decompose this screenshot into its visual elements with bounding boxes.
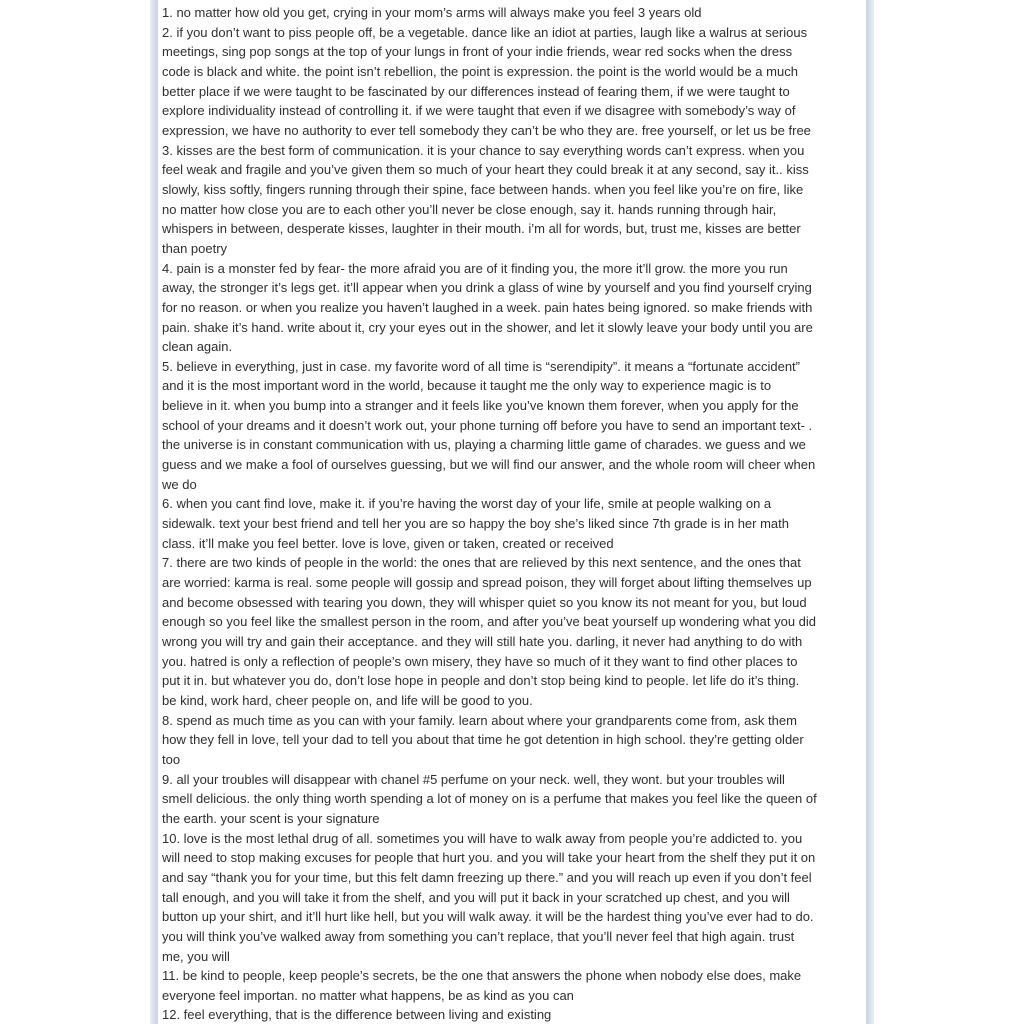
left-border — [150, 0, 158, 1024]
list-item-5: 5. believe in everything, just in case. my favorite word of all time is “serendipity”. it means a “fortunate accident” and it is the most important word in the world, because it taught me the only way to experience magic is to believe in it. when you bump into a stranger and it feels like you’ve known them forever, when you apply for the school of your dreams and it doesn’t work out, your phone turning off before you have to send an important text- . the universe is in constant communication with us, playing a charming little game of charades. we guess and we guess and we make a fool of ourselves guessing, but we will find our answer, and the whole room will cheer when we do — [162, 358, 816, 492]
list-item-7: 7. there are two kinds of people in the world: the ones that are relieved by this next sentence, and the ones that are worried: karma is real. some people will gossip and spread poison, they will forget about lifting themselves up and become obsessed with tearing you down, they will whisper quiet so you know its not meant for you, but loud enough so you feel like the smallest person in the room, and after you’ve beat yourself up wondering what you did wrong you will try and gain their acceptance. and they will still hate you. darling, it never had anything to do with you. hatred is only a reflection of people’s own misery, they have so much of it they want to find other places to put it in. but whatever you do, don’t lose hope in people and don’t stop being kind to people. let life do it’s thing. be kind, work hard, cheer people on, and life will be good to you. — [162, 555, 817, 708]
list-item-12: 12. feel everything, that is the difference between living and existing — [162, 1007, 552, 1023]
list-item-11: 11. be kind to people, keep people’s secrets, be the one that answers the phone when nobody else does, make everyone feel importan. no matter what happens, be as kind as you can — [162, 968, 802, 1003]
list-item-2: 2. if you don’t want to piss people off, be a vegetable. dance like an idiot at parties, laugh like a walrus at serious meetings, sing pop songs at the top of your lungs in front of your indie friends, wear red socks when the dress code is black and white. the point isn’t rebellion, the point is expression. the point is the world would be a much better place if we were taught to be fascinated by our differences instead of fearing them, if we were taught to explore individuality instead of controlling it. if we were taught that even if we disagree with somebody’s way of expression, we have no authority to ever tell somebody they can’t be who they are. free yourself, or let us be free — [162, 24, 811, 138]
list-item-8: 8. spend as much time as you can with your family. learn about where your grandparents come from, ask them how they fell in love, tell your dad to tell you about that time he got detention in high school. they’re getting older too — [162, 712, 804, 767]
list-item-3: 3. kisses are the best form of communication. it is your chance to say everything words can’t express. when you feel weak and fragile and you’ve given them so much of your heart they could break it at any second, say it.. kiss slowly, kiss softly, fingers running through their spine, face between hands. when you feel like you’re on fire, like no matter how close you are to each other you’ll never be close enough, say it. hands running through hair, whispers in between, desperate kisses, laughter in their mouth. i’m all for words, but, trust me, kisses are better than poetry — [162, 142, 809, 256]
text-panel — [158, 0, 866, 1024]
list-item-1: 1. no matter how old you get, crying in your mom’s arms will always make you feel 3 years old — [162, 5, 702, 20]
right-border — [866, 0, 874, 1024]
list-item-9: 9. all your troubles will disappear with chanel #5 perfume on your neck. well, they wont. but your troubles will smell delicious. the only thing worth spending a lot of money on is a perfume that makes you feel like the queen of the earth. your scent is your signature — [162, 771, 817, 826]
list-item-4: 4. pain is a monster fed by fear- the more afraid you are of it finding you, the more it’ll grow. the more you run away, the stronger it’s legs get. it’ll appear when you drink a glass of wine by yourself and you find yourself crying for no reason. or when you realize you haven’t laughed in a week. pain hates being ignored. so make friends with pain. shake it’s hand. write about it, cry your eyes out in the shower, and let it slowly leave your body until you are clean again. — [162, 260, 813, 355]
list-item-6: 6. when you cant find love, make it. if you’re having the worst day of your life, smile at people walking on a sidewalk. text your best friend and tell her you are so happy the boy she’s liked since 7th grade is in her math class. it’ll make you feel better. love is love, given or taken, created or received — [162, 496, 790, 551]
list-of-advice — [162, 3, 864, 1024]
list-item-10: 10. love is the most lethal drug of all. sometimes you will have to walk away from people you’re addicted to. you will need to stop making excuses for people that hurt you. and you will take your heart from the shelf they put it on and say “thank you for your time, but this felt damn freezing up there.” and you will reach up even if you don’t feel tall enough, and you will take it from the shelf, and you will put it back in your scratched up chest, and you will button up your shirt, and it’ll hurt like hell, but you will walk away. it will be the hardest thing you’ve ever had to do. you will think you’ve walked away from something you can’t replace, that you’ll never feel that high again. trust me, you will — [162, 830, 816, 964]
